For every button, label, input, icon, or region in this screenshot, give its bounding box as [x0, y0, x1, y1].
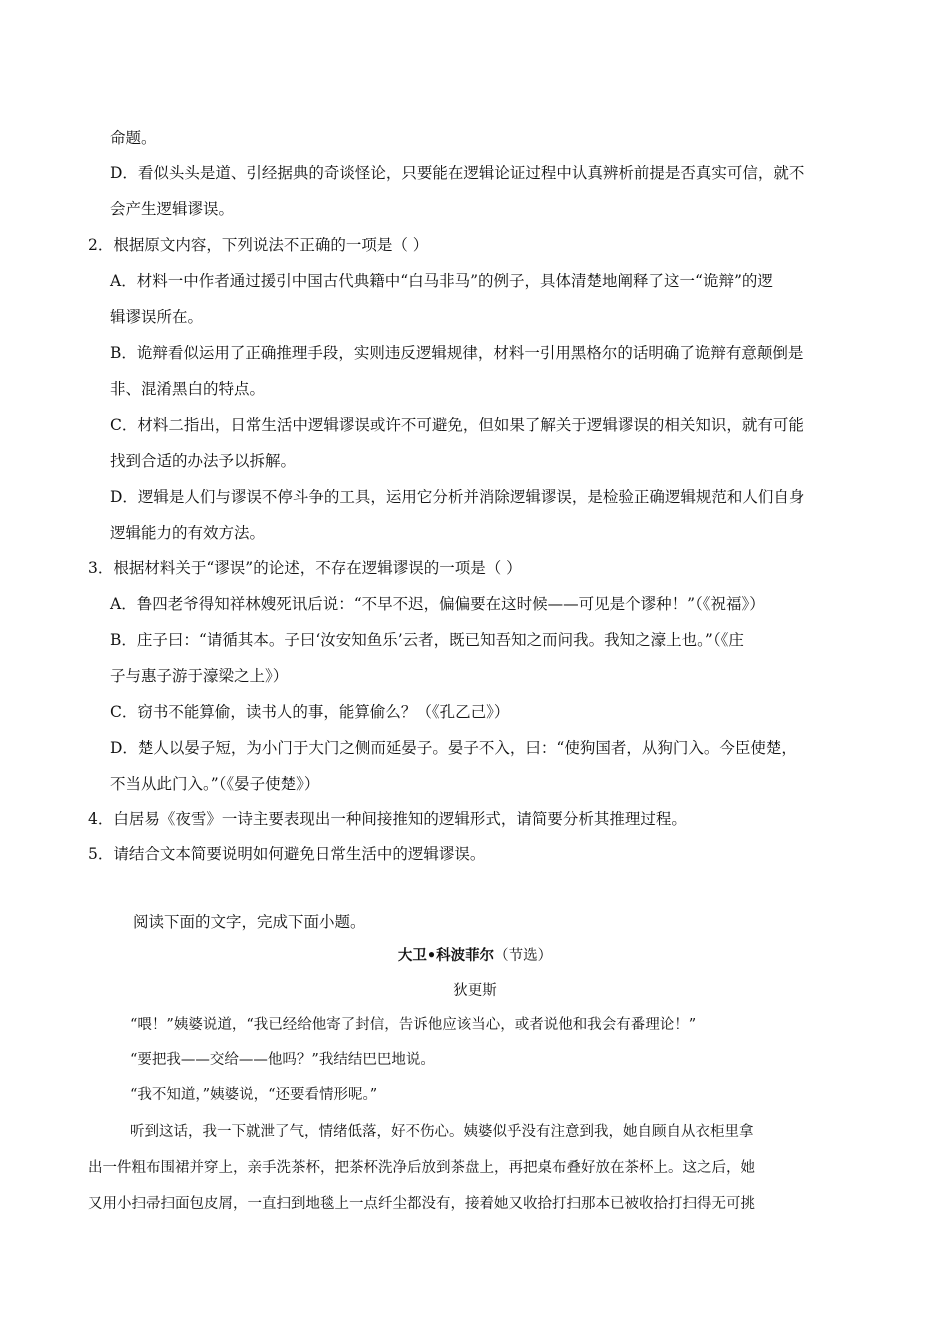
q3-option-d-line1: D．楚人以晏子短，为小门于大门之侧而延晏子。晏子不入，曰：“使狗国者，从狗门入。今臣使楚， [110, 739, 797, 757]
passage-paragraph-2: “要把我——交给——他吗？”我结结巴巴地说。 [130, 1052, 435, 1068]
q2-option-a-line2: 辑谬误所在。 [110, 308, 204, 326]
passage-title-note: （节选） [494, 948, 553, 964]
q2-option-b-line1: B．诡辩看似运用了正确推理手段，实则违反逻辑规律，材料一引用黑格尔的话明确了诡辩有意颠倒是 [110, 344, 804, 362]
passage-paragraph-1: “喂！”姨婆说道，“我已经给他寄了封信，告诉他应该当心，或者说他和我会有番理论！” [130, 1017, 697, 1033]
passage-author: 狄更斯 [453, 983, 497, 999]
passage-paragraph-4-line2: 出一件粗布围裙并穿上，亲手洗茶杯，把茶杯洗净后放到茶盘上，再把桌布叠好放在茶杯上。这之后，她 [88, 1160, 755, 1176]
q1-continuation: 命题。 [110, 129, 157, 147]
q5-stem: 5．请结合文本简要说明如何避免日常生活中的逻辑谬误。 [88, 845, 486, 863]
passage-paragraph-4-line1: 听到这话，我一下就泄了气，情绪低落，好不伤心。姨婆似乎没有注意到我，她自顾自从衣柜里拿 [130, 1124, 754, 1140]
q2-option-b-line2: 非、混淆黑白的特点。 [110, 380, 266, 398]
q3-option-b-line1: B．庄子曰：“请循其本。子曰‘汝安知鱼乐’云者，既已知吾知之而问我。我知之濠上也。”（《庄 [110, 631, 744, 649]
reading-instruction: 阅读下面的文字，完成下面小题。 [133, 913, 366, 931]
passage-title-line [0, 946, 950, 966]
q3-option-c-line1: C．窃书不能算偷，读书人的事，能算偷么？（《孔乙己》） [110, 703, 510, 721]
passage-paragraph-4-line3: 又用小扫帚扫面包皮屑，一直扫到地毯上一点纤尘都没有，接着她又收拾打扫那本已被收拾打扫得无可挑 [88, 1196, 755, 1212]
passage-paragraph-3: “我不知道，”姨婆说，“还要看情形呢。” [130, 1087, 378, 1103]
q2-option-c-line1: C．材料二指出，日常生活中逻辑谬误或许不可避免，但如果了解关于逻辑谬误的相关知识，就有可能 [110, 416, 804, 434]
q2-stem: 2．根据原文内容，下列说法不正确的一项是（ ） [88, 236, 429, 254]
q3-option-a-line1: A．鲁四老爷得知祥林嫂死讯后说：“不早不迟，偏偏要在这时候——可见是个谬种！”（《祝福》） [110, 595, 765, 613]
q4-stem: 4．白居易《夜雪》一诗主要表现出一种间接推知的逻辑形式，请简要分析其推理过程。 [88, 810, 687, 828]
q2-option-d-line1: D．逻辑是人们与谬误不停斗争的工具，运用它分析并消除逻辑谬误，是检验正确逻辑规范和人们自身 [110, 488, 805, 506]
q3-stem: 3．根据材料关于“谬误”的论述，不存在逻辑谬误的一项是（ ） [88, 559, 522, 577]
q2-option-d-line2: 逻辑能力的有效方法。 [110, 524, 266, 542]
passage-title: 大卫•科波菲尔 [397, 947, 495, 964]
q2-option-c-line2: 找到合适的办法予以拆解。 [110, 452, 297, 470]
q1-option-d-line1: D．看似头头是道、引经据典的奇谈怪论，只要能在逻辑论证过程中认真辨析前提是否真实可信，就不 [110, 164, 805, 182]
q1-option-d-line2: 会产生逻辑谬误。 [110, 200, 235, 218]
q2-option-a-line1: A．材料一中作者通过援引中国古代典籍中“白马非马”的例子，具体清楚地阐释了这一“诡辩”的逻 [110, 272, 773, 290]
q3-option-d-line2: 不当从此门入。”（《晏子使楚》） [110, 775, 320, 793]
q3-option-b-line2: 子与惠子游于濠梁之上》） [110, 667, 289, 685]
